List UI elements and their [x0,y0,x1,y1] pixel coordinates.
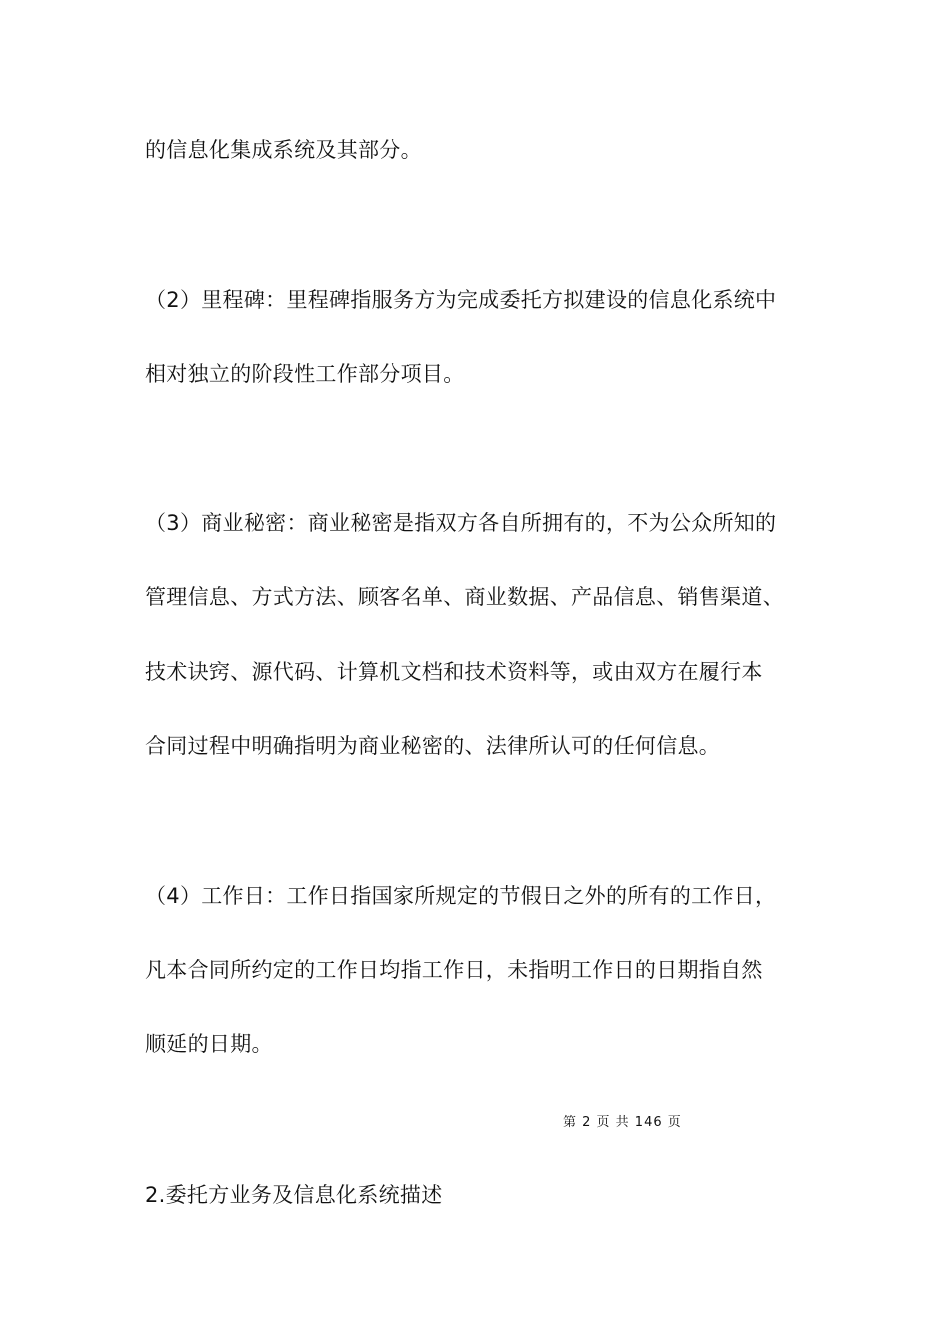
page-number-footer: 第 2 页 共 146 页 [563,1115,682,1130]
paragraph-2-line-2: 相对独立的阶段性工作部分项目。 [145,362,465,386]
paragraph-1-line-1: 的信息化集成系统及其部分。 [145,138,422,162]
paragraph-3-line-2: 管理信息、方式方法、顾客名单、商业数据、产品信息、销售渠道、 [145,585,784,609]
paragraph-3-line-1: （3）商业秘密：商业秘密是指双方各自所拥有的，不为公众所知的 [145,511,777,535]
paragraph-4-line-3: 顺延的日期。 [145,1032,273,1056]
paragraph-3-line-4: 合同过程中明确指明为商业秘密的、法律所认可的任何信息。 [145,734,721,758]
paragraph-4-line-1: （4）工作日：工作日指国家所规定的节假日之外的所有的工作日， [145,884,777,908]
paragraph-4-line-2: 凡本合同所约定的工作日均指工作日，未指明工作日的日期指自然 [145,958,763,982]
paragraph-3-line-3: 技术诀窍、源代码、计算机文档和技术资料等，或由双方在履行本 [145,660,763,684]
paragraph-2-line-1: （2）里程碑：里程碑指服务方为完成委托方拟建设的信息化系统中 [145,288,777,312]
section-heading: 2.委托方业务及信息化系统描述 [145,1183,443,1207]
